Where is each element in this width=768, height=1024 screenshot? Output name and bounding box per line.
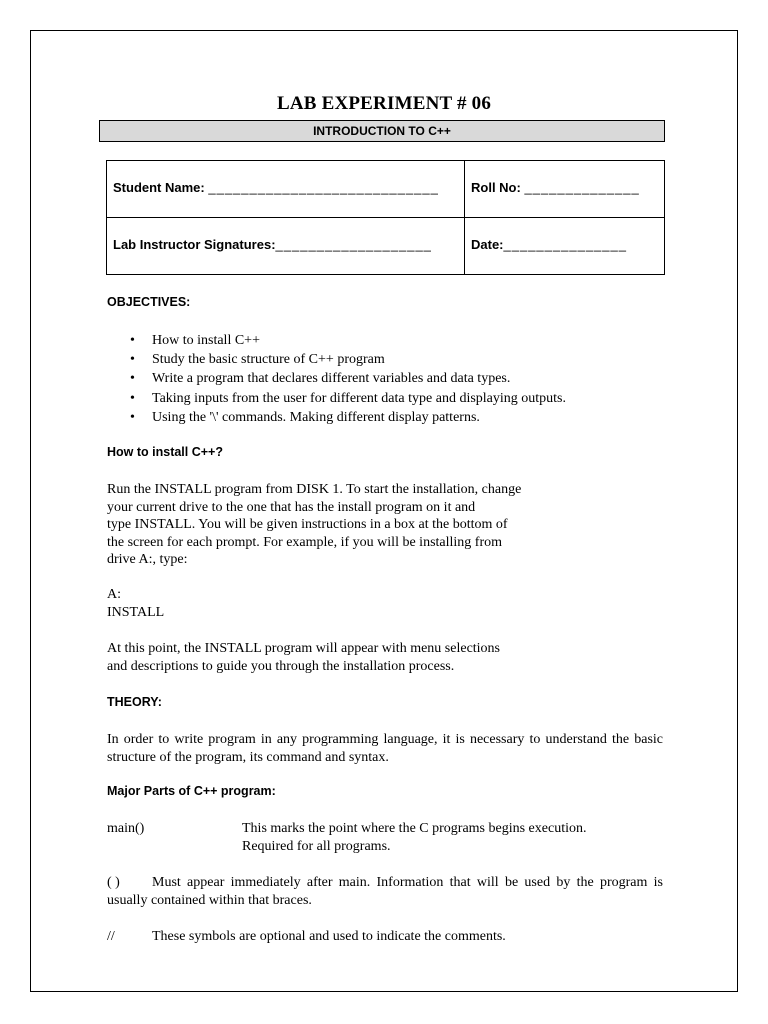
braces-label: ( ) — [107, 875, 120, 890]
main-description — [242, 820, 586, 855]
objectives-list — [130, 331, 566, 427]
student-info-table — [106, 160, 665, 275]
student-name-blank[interactable]: ____________________________ — [208, 180, 439, 195]
comment-label: // — [107, 929, 115, 944]
text-line: drive A:, type: — [107, 552, 188, 567]
install-instructions — [107, 481, 521, 569]
page-subtitle: INTRODUCTION TO C++ — [99, 120, 665, 142]
bullet-icon: • — [130, 371, 135, 387]
bullet-icon: • — [130, 333, 135, 348]
text-line: This marks the point where the C programs begins execution. — [242, 821, 587, 836]
main-label: main() — [107, 821, 145, 836]
install-heading: How to install C++? — [107, 445, 223, 459]
command-line: INSTALL — [107, 604, 165, 620]
theory-paragraph: In order to write program in any programming language, it is necessary to understand the basic structure of the program, its command and syntax. — [107, 732, 663, 765]
bullet-icon: • — [130, 390, 135, 406]
table-divider-vertical — [464, 161, 465, 274]
instructor-signature-label: Lab Instructor Signatures: — [113, 237, 276, 252]
roll-no-label: Roll No: — [471, 180, 521, 195]
list-item: • Study the basic structure of C++ program — [130, 350, 566, 369]
table-divider-horizontal — [107, 217, 664, 218]
text-line: and descriptions to guide you through the installation process. — [107, 658, 455, 674]
text-line: type INSTALL. You will be given instructions in a box at the bottom of — [107, 517, 508, 532]
command-line: A: — [107, 587, 121, 602]
bullet-icon: • — [130, 352, 135, 368]
text-line: your current drive to the one that has the install program on it and — [107, 499, 476, 515]
instructor-signature-blank[interactable]: ___________________ — [275, 237, 432, 252]
text-line: At this point, the INSTALL program will appear with menu selections — [107, 641, 501, 656]
list-item: • Write a program that declares different variables and data types. — [130, 369, 566, 388]
braces-description: Must appear immediately after main. Information that will be used by the program is usually contained within that braces. — [107, 875, 663, 908]
student-name-label: Student Name: — [113, 180, 205, 195]
text-line: the screen for each prompt. For example, if you will be installing from — [107, 534, 503, 550]
list-item: • Taking inputs from the user for different data type and displaying outputs. — [130, 389, 566, 408]
list-item: • Using the '\' commands. Making different display patterns. — [130, 408, 566, 427]
list-item: • How to install C++ — [130, 331, 566, 350]
text-line: Required for all programs. — [242, 838, 391, 854]
major-parts-heading: Major Parts of C++ program: — [107, 784, 276, 798]
student-name-field[interactable] — [113, 180, 439, 195]
comment-description: These symbols are optional and used to indicate the comments. — [152, 929, 506, 944]
objectives-heading: OBJECTIVES: — [107, 295, 191, 309]
date-field[interactable] — [471, 237, 627, 252]
bullet-icon: • — [130, 409, 135, 425]
install-command — [107, 586, 164, 621]
date-label: Date: — [471, 237, 504, 252]
date-blank[interactable]: _______________ — [503, 237, 627, 252]
theory-heading: THEORY: — [107, 695, 162, 709]
roll-no-field[interactable] — [471, 180, 640, 195]
page-title: LAB EXPERIMENT # 06 — [276, 93, 492, 114]
install-closing — [107, 640, 500, 675]
roll-no-blank[interactable]: ______________ — [524, 180, 640, 195]
instructor-signature-field[interactable] — [113, 237, 432, 252]
text-line: Run the INSTALL program from DISK 1. To start the installation, change — [107, 482, 522, 497]
